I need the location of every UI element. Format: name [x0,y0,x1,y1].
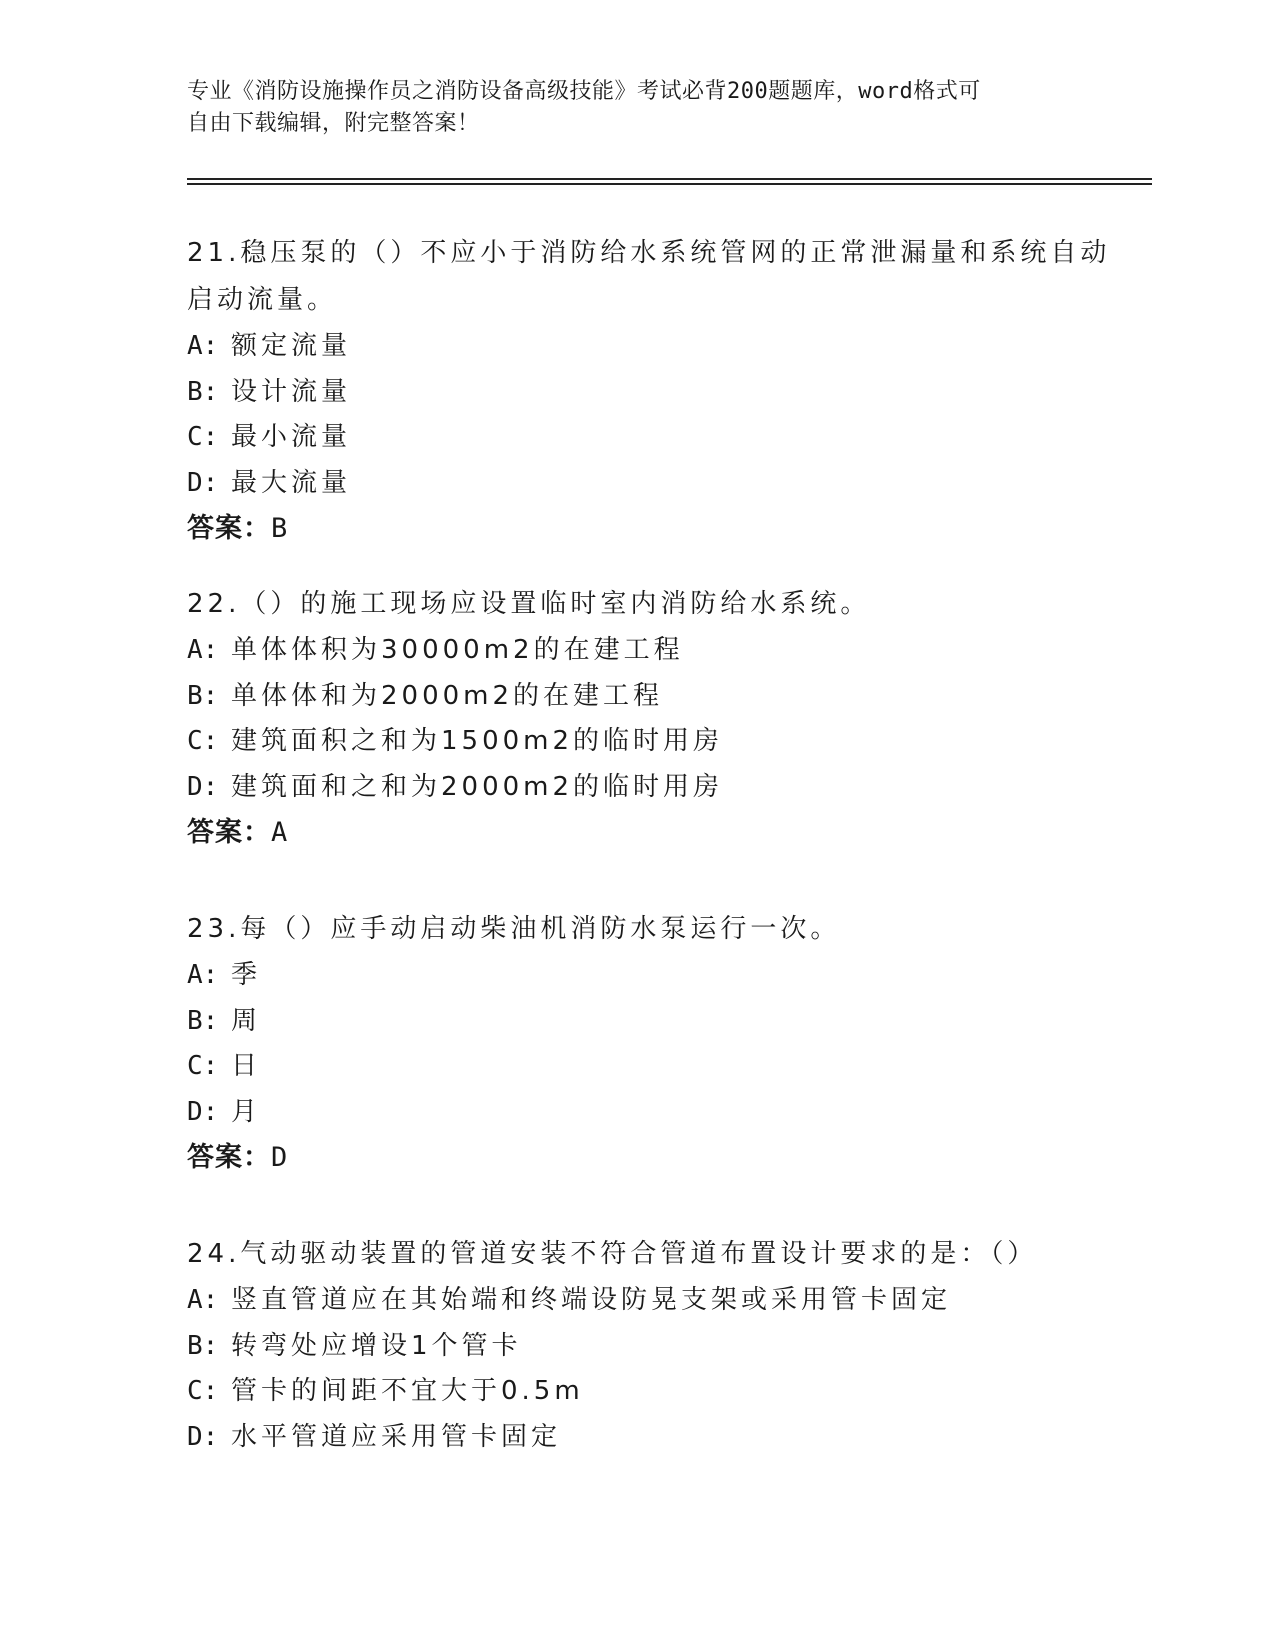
option-text: 管卡的间距不宜大于0.5m [231,1376,584,1406]
option-text: 建筑面和之和为2000m2的临时用房 [231,771,724,802]
option-d [187,1090,1087,1136]
option-key: B: [187,1330,219,1361]
option-c [187,1369,1087,1415]
option-text: 单体体和为2000m2的在建工程 [231,680,664,711]
option-key: A: [187,635,219,665]
option-text: 季 [231,960,262,990]
answer-label: 答案： [187,513,271,544]
option-key: D: [187,771,219,802]
question-22 [187,581,1087,856]
option-key: C: [187,1376,219,1406]
option-a [187,324,1087,370]
answer-line [187,810,1087,856]
question-stem-continued: 启动流量。 [187,285,338,315]
option-text: 月 [231,1096,262,1127]
option-key: A: [187,331,219,361]
option-text: 转弯处应增设1个管卡 [231,1330,522,1361]
option-a [187,1278,1087,1324]
option-key: A: [187,960,219,990]
question-stem: 23.每（）应手动启动柴油机消防水泵运行一次。 [187,914,841,944]
answer-value: B [271,513,289,544]
option-key: D: [187,467,219,498]
answer-value: A [271,817,289,848]
option-key: D: [187,1421,219,1452]
option-text: 水平管道应采用管卡固定 [231,1421,562,1452]
option-key: A: [187,1285,219,1315]
option-text: 最大流量 [231,467,352,498]
option-text: 周 [231,1005,262,1036]
answer-label: 答案： [187,1142,271,1173]
option-text: 建筑面积之和为1500m2的临时用房 [231,726,724,756]
answer-label: 答案： [187,817,271,848]
question-stem: 24.气动驱动装置的管道安装不符合管道布置设计要求的是：（） [187,1239,1038,1269]
question-23 [187,906,1087,1181]
option-d [187,461,1087,507]
option-a [187,628,1087,674]
option-key: B: [187,1005,219,1036]
option-key: B: [187,376,219,407]
question-stem: 22.（）的施工现场应设置临时室内消防给水系统。 [187,589,871,619]
option-d [187,1415,1087,1461]
option-b [187,674,1087,720]
option-key: C: [187,422,219,452]
option-key: D: [187,1096,219,1127]
question-24 [187,1231,1087,1460]
option-key: B: [187,680,219,711]
option-text: 设计流量 [231,376,352,407]
header-divider-top [187,178,1152,180]
option-b [187,1324,1087,1370]
option-c [187,719,1087,765]
answer-line [187,1135,1087,1181]
document-header: 专业《消防设施操作员之消防设备高级技能》考试必背200题题库，word格式可 自由下载编辑，附完整答案！ [187,79,981,136]
question-stem: 21.稳压泵的（）不应小于消防给水系统管网的正常泄漏量和系统自动 [187,238,1111,268]
answer-value: D [271,1142,289,1173]
header-divider-bottom [187,183,1152,185]
option-key: C: [187,726,219,756]
option-c [187,1044,1087,1090]
option-key: C: [187,1051,219,1081]
option-text: 竖直管道应在其始端和终端设防晃支架或采用管卡固定 [231,1285,952,1315]
option-text: 额定流量 [231,331,352,361]
answer-line [187,506,1087,552]
option-b [187,370,1087,416]
option-text: 日 [231,1051,262,1081]
option-text: 单体体积为30000m2的在建工程 [231,635,684,665]
option-a [187,953,1087,999]
option-b [187,999,1087,1045]
option-d [187,765,1087,811]
option-text: 最小流量 [231,422,352,452]
question-21 [187,230,1111,552]
option-c [187,415,1087,461]
